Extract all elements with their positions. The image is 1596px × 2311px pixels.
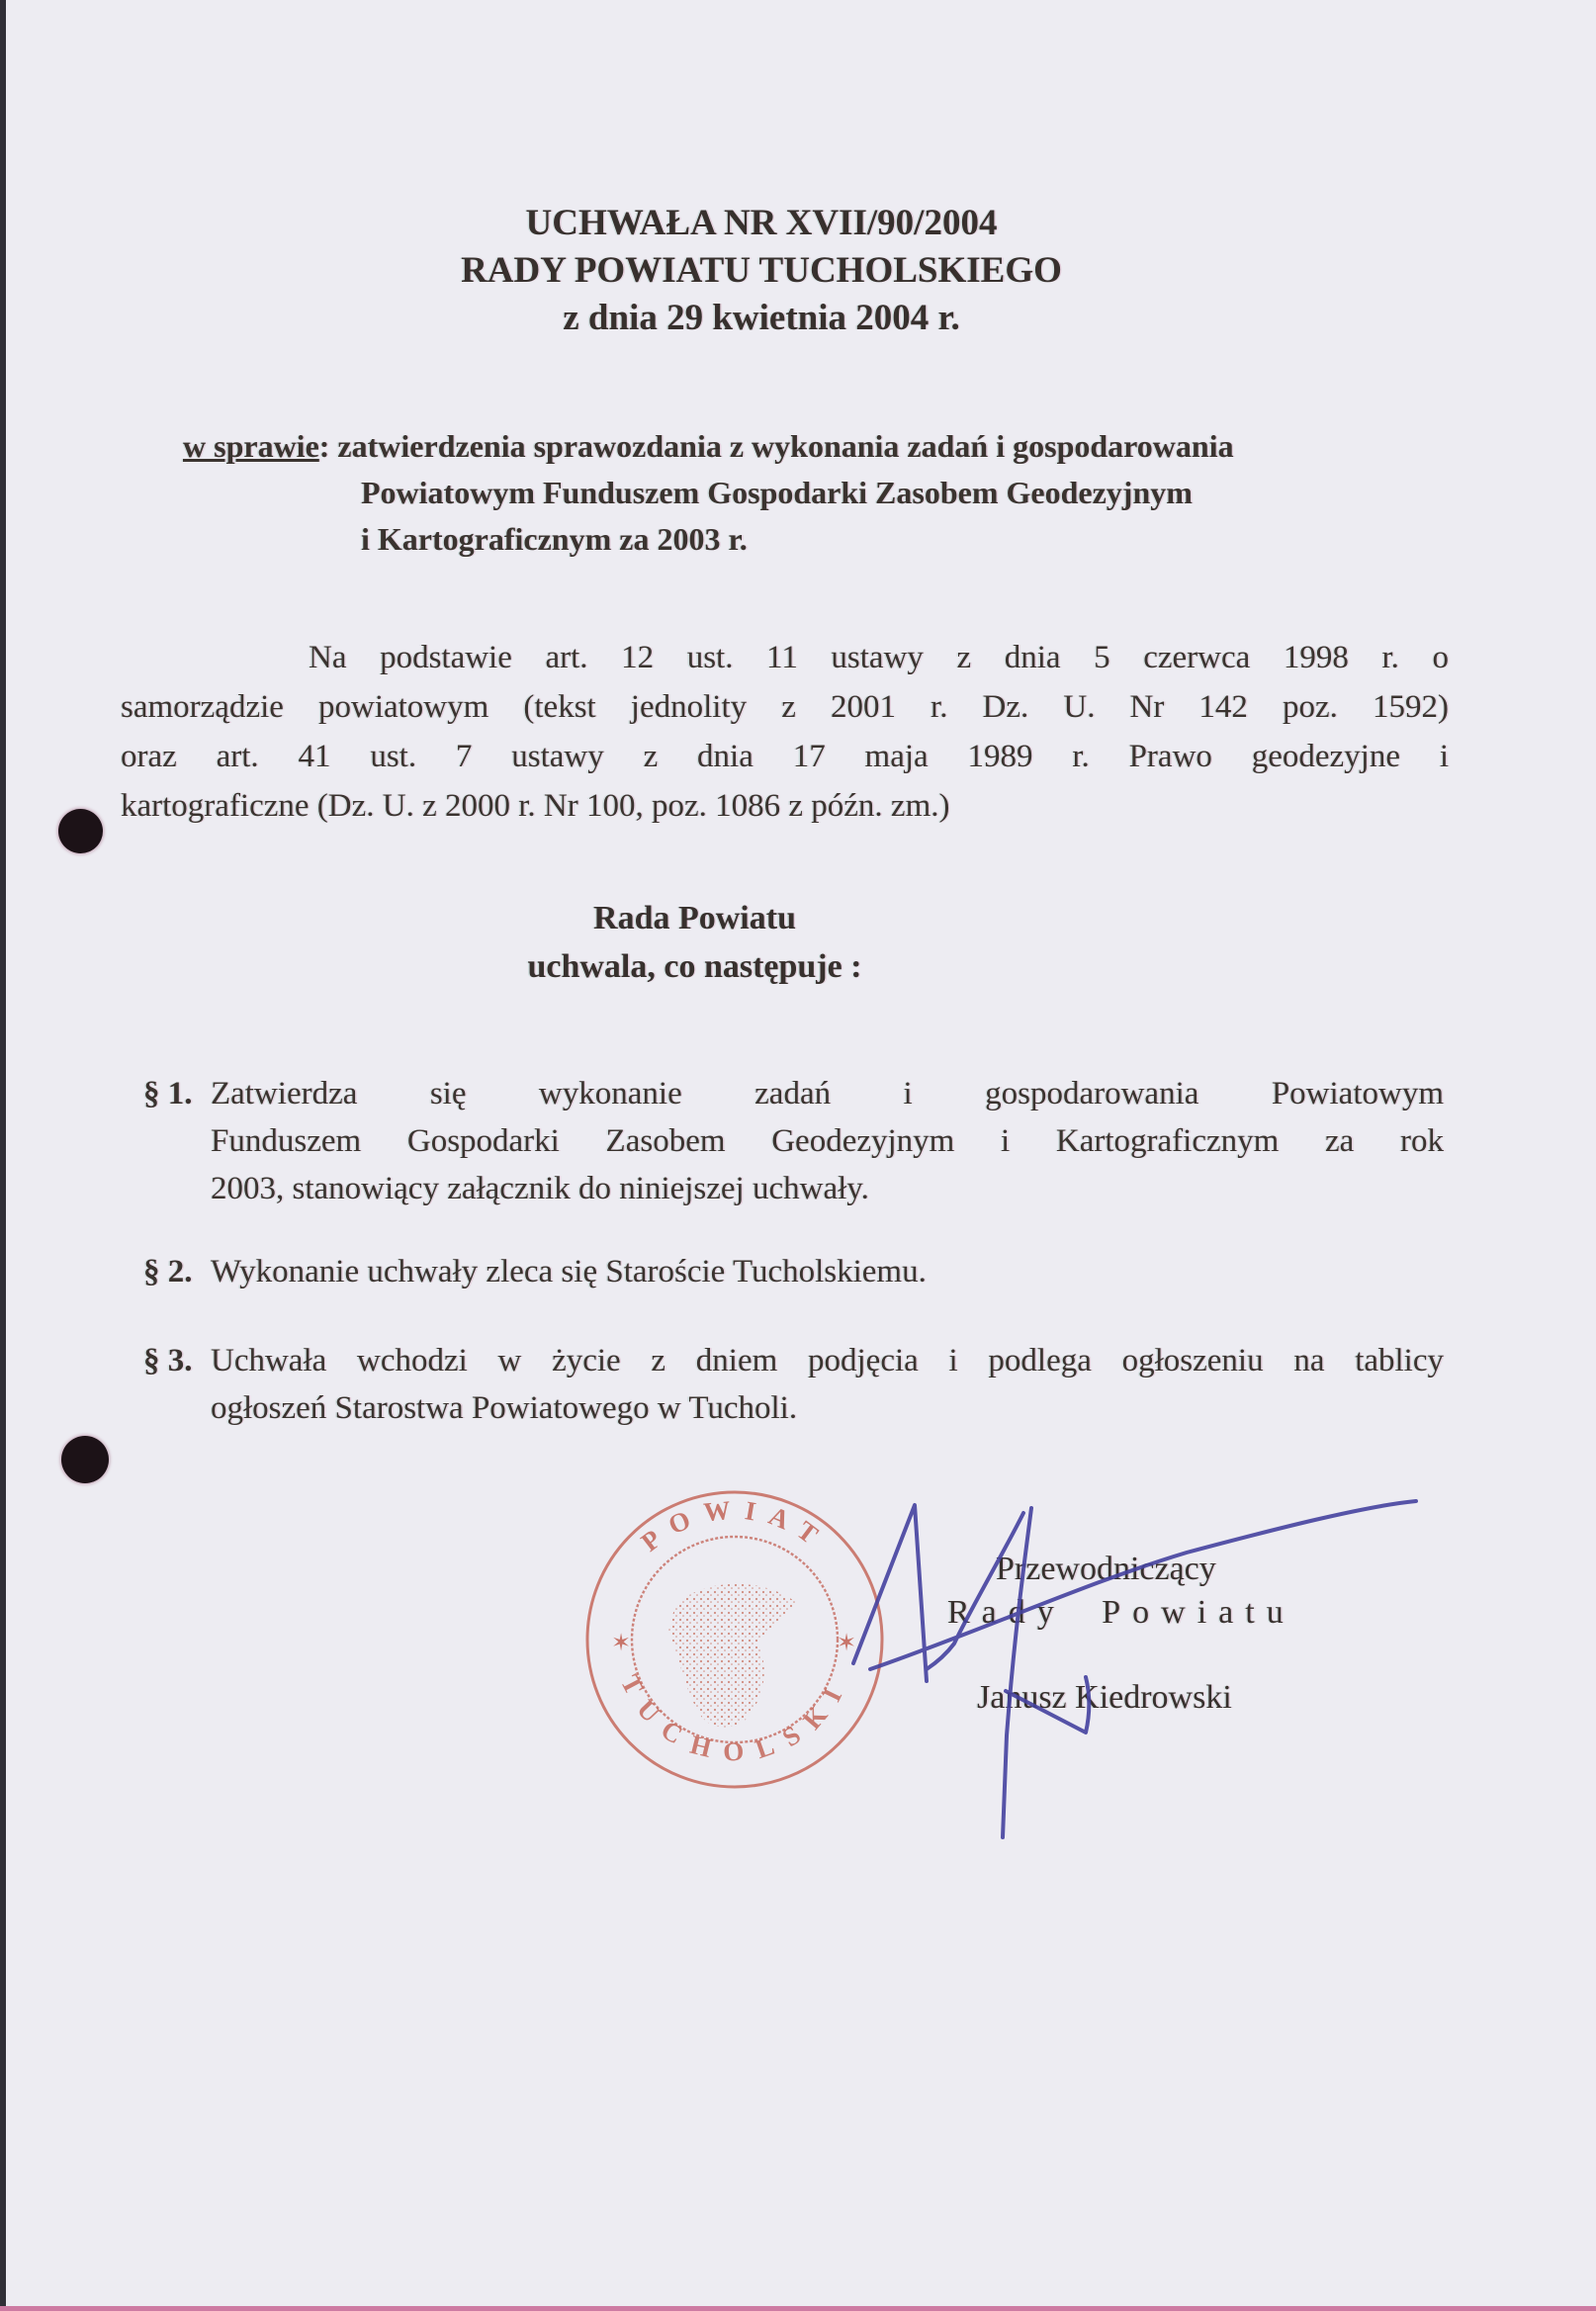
subject-line-3: i Kartograficznym za 2003 r. <box>361 521 748 557</box>
county-stamp-graphic <box>581 1486 888 1793</box>
scan-edge-bottom <box>0 2306 1596 2311</box>
section-2 <box>143 1248 1444 1295</box>
section-1-line-3: 2003, stanowiący załącznik do niniejszej uchwały. <box>211 1171 869 1206</box>
punch-hole-bottom <box>61 1436 109 1483</box>
signature-ink-graphic <box>831 1473 1444 1859</box>
scan-edge-left <box>0 0 6 2311</box>
resolution-heading-line-1: Rada Powiatu <box>593 900 796 936</box>
legal-basis-line-1: Na podstawie art. 12 ust. 11 ustawy z dnia 5 czerwca 1998 r. o <box>309 640 1449 675</box>
section-3-number: § 3. <box>143 1343 193 1378</box>
legal-basis-paragraph <box>121 633 1449 831</box>
stamp-star-right-icon: ✶ <box>837 1631 857 1656</box>
handwritten-signature <box>831 1473 1444 1859</box>
title-line-1: UCHWAŁA NR XVII/90/2004 <box>525 203 998 243</box>
stamp-eagle <box>668 1584 797 1728</box>
title-line-3: z dnia 29 kwietnia 2004 r. <box>563 298 960 338</box>
signer-name: Janusz Kiedrowski <box>977 1679 1232 1716</box>
section-3 <box>143 1337 1444 1432</box>
resolution-heading-line-2: uchwala, co następuje : <box>527 948 862 985</box>
signature-stroke-left-diagonal <box>927 1513 1023 1669</box>
section-1-number: § 1. <box>143 1076 193 1111</box>
section-1 <box>143 1070 1444 1212</box>
section-2-number: § 2. <box>143 1254 193 1289</box>
title-line-2: RADY POWIATU TUCHOLSKIEGO <box>461 250 1062 291</box>
subject-line-1 <box>183 423 1429 470</box>
section-2-line-1: Wykonanie uchwały zleca się Staroście Tucholskiemu. <box>211 1254 927 1289</box>
section-1-line-1: Zatwierdza się wykonanie zadań i gospodarowania Powiatowym <box>211 1076 1444 1111</box>
section-1-line-2: Funduszem Gospodarki Zasobem Geodezyjnym i Kartograficznym za rok <box>211 1123 1444 1159</box>
stamp-arc-top-text <box>636 1494 835 1557</box>
subject-rest: : zatwierdzenia sprawozdania z wykonania zadań i gospodarowania <box>318 428 1234 464</box>
section-3-line-1: Uchwała wchodzi w życie z dniem podjęcia i podlega ogłoszeniu na tablicy <box>211 1343 1444 1378</box>
legal-basis-line-4: kartograficzne (Dz. U. z 2000 r. Nr 100, poz. 1086 z późn. zm.) <box>121 788 950 824</box>
resolution-heading <box>84 894 1305 991</box>
subject-label: w sprawie <box>183 428 319 464</box>
stamp-arc-bottom-textpath: TUCHOLSKI <box>614 1669 854 1767</box>
document-header <box>89 200 1434 342</box>
stamp-arc-top-textpath: POWIAT <box>635 1493 835 1557</box>
signer-role-line-1: Przewodniczący <box>996 1551 1216 1587</box>
subject-block <box>183 423 1429 563</box>
signer-role-line-2: Rady Powiatu <box>947 1594 1295 1631</box>
section-3-line-2: ogłoszeń Starostwa Powiatowego w Tucholi. <box>211 1390 798 1426</box>
county-stamp <box>581 1486 888 1793</box>
subject-line-2: Powiatowym Funduszem Gospodarki Zasobem Geodezyjnym <box>361 475 1193 510</box>
legal-basis-line-3: oraz art. 41 ust. 7 ustawy z dnia 17 maja 1989 r. Prawo geodezyjne i <box>121 739 1449 774</box>
punch-hole-top <box>58 809 103 853</box>
legal-basis-line-2: samorządzie powiatowym (tekst jednolity z 2001 r. Dz. U. Nr 142 poz. 1592) <box>121 689 1449 725</box>
stamp-star-left-icon: ✶ <box>611 1631 632 1656</box>
